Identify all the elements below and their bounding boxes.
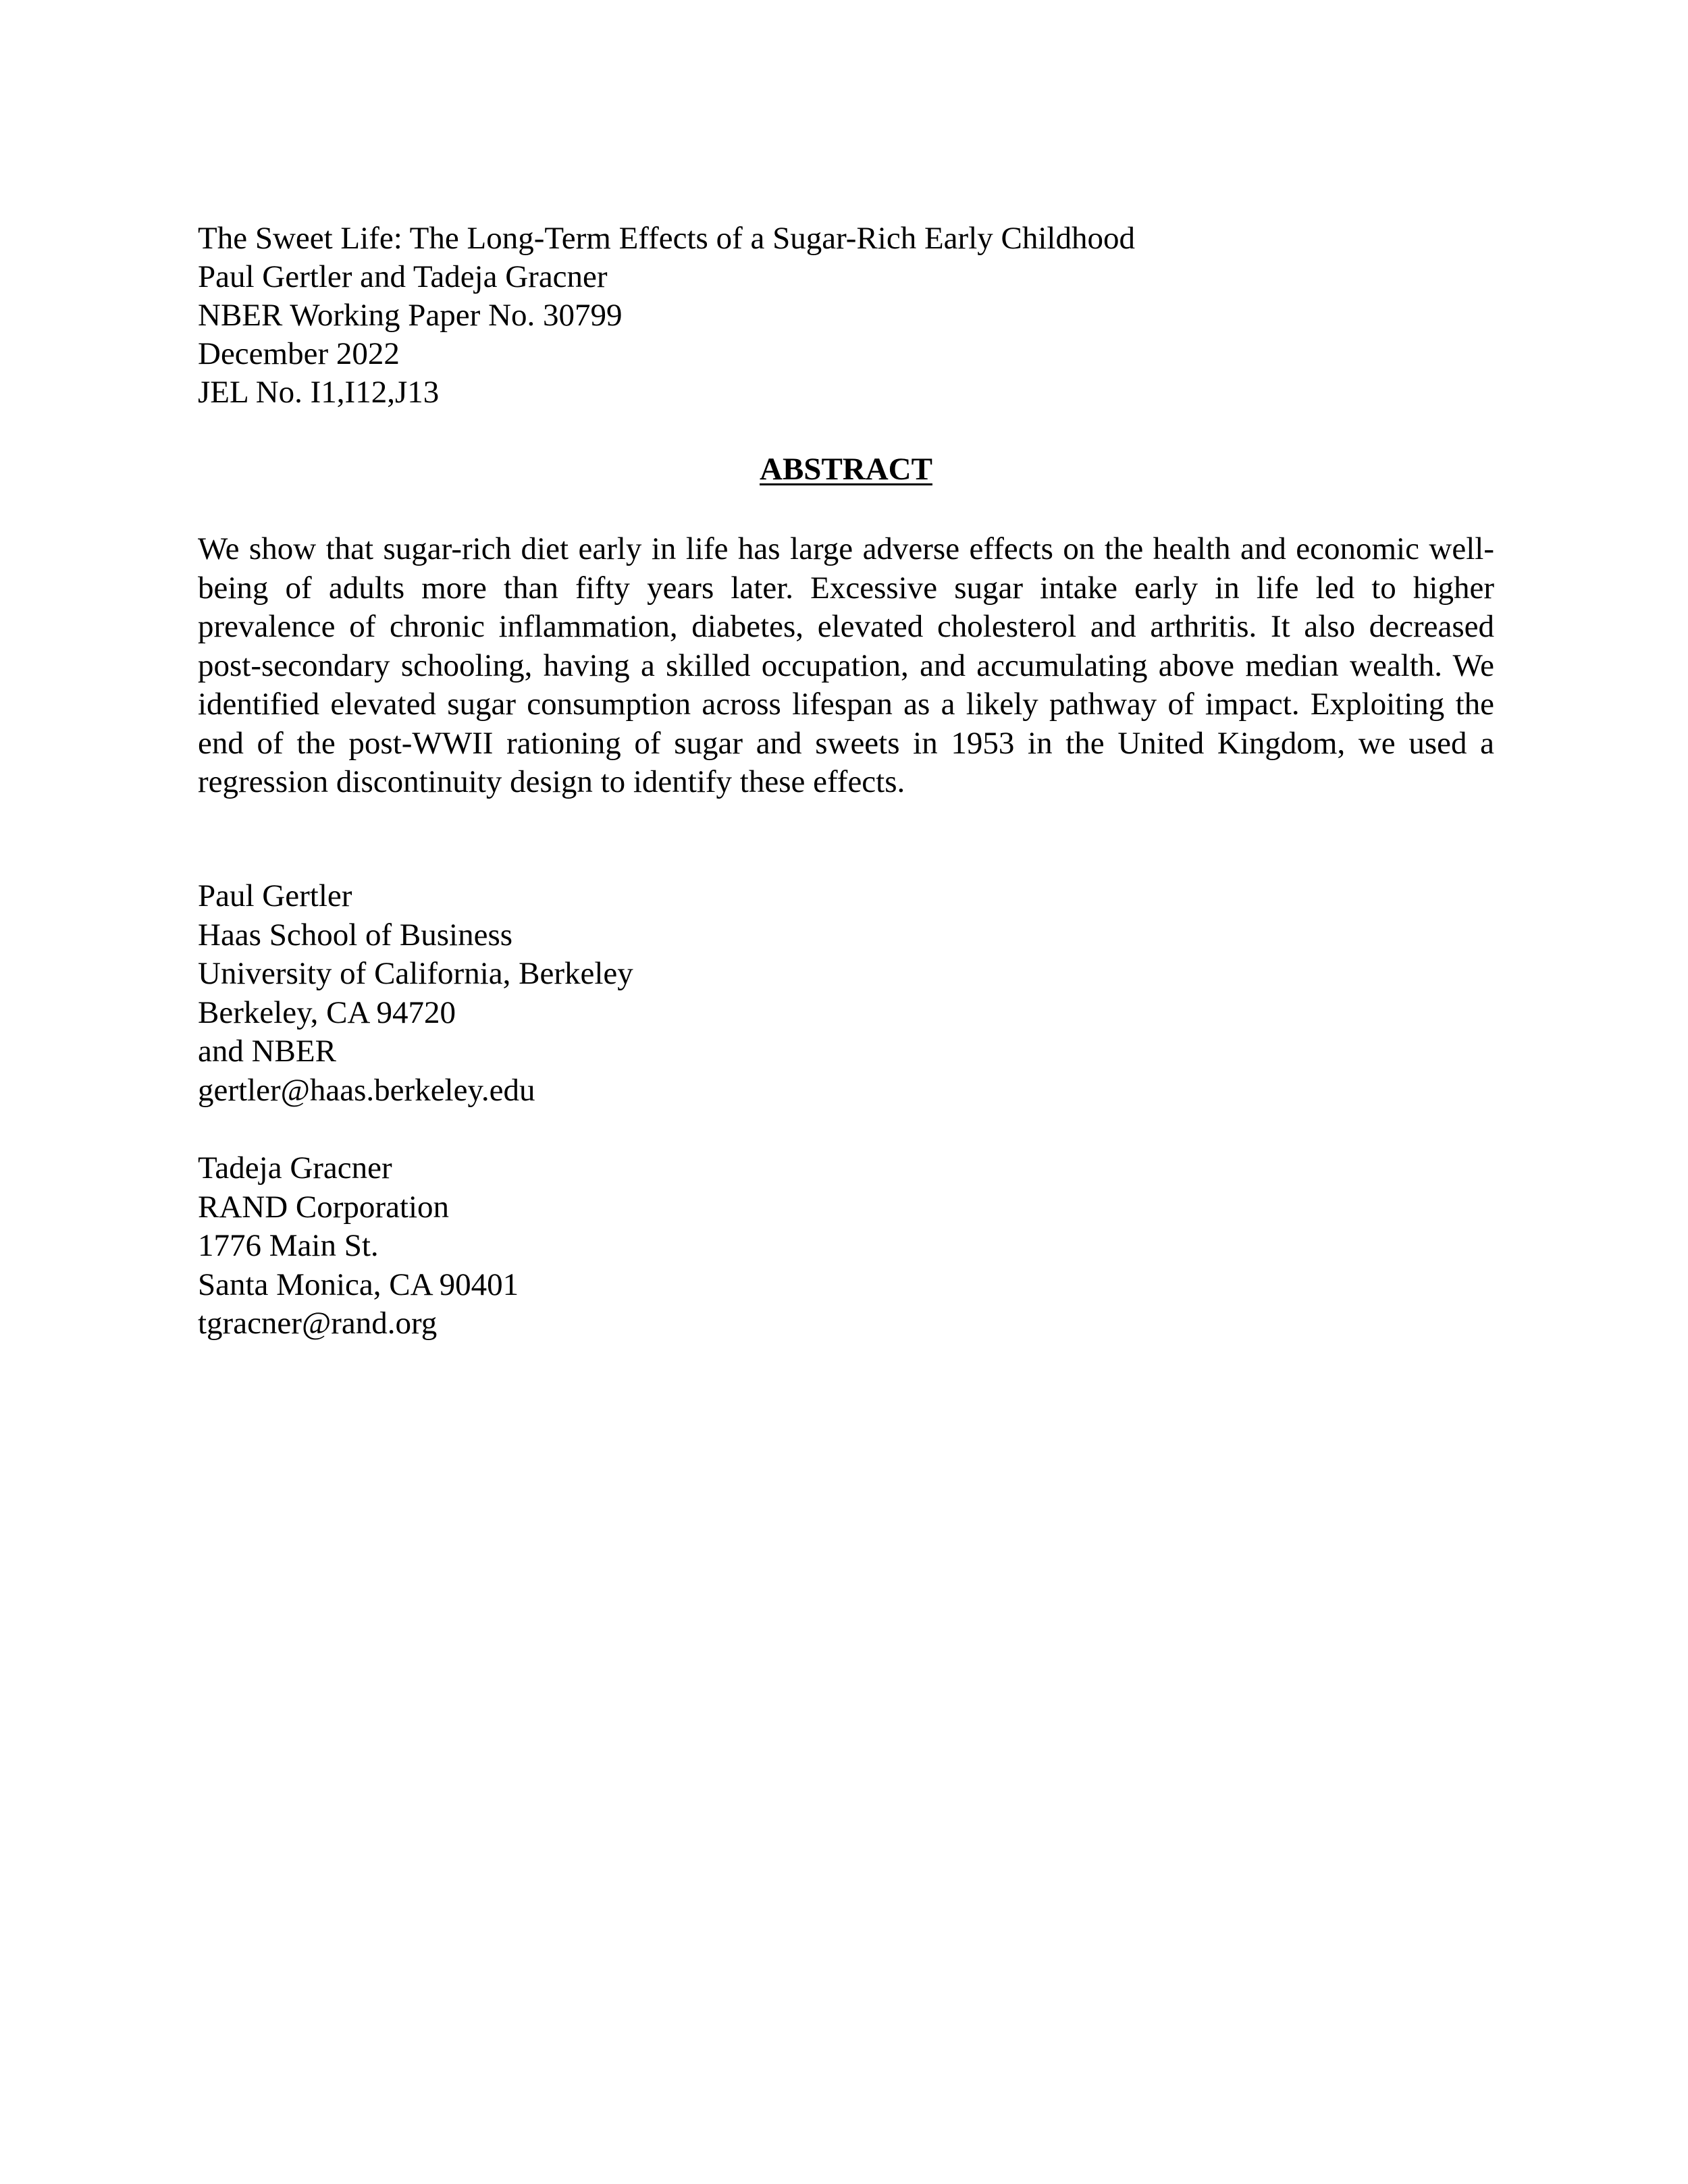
author-name: Paul Gertler xyxy=(198,878,352,913)
paper-date: December 2022 xyxy=(198,336,400,371)
author-email: tgracner@rand.org xyxy=(198,1306,438,1341)
abstract-text: We show that sugar-rich diet early in life has large adverse effects on the health and economic well-being of adults more than fifty years later. Excessive sugar intake early in life led to higher prevalence of chronic inflammation, diabetes, elevated cholesterol and arthritis. It also decreased post-secondary schooling, having a skilled occupation, and accumulating above median wealth. We identified elevated sugar consumption across lifespan as a likely pathway of impact. Exploiting the end of the post-WWII rationing of sugar and sweets in 1953 in the United Kingdom, we used a regression discontinuity design to identify these effects. xyxy=(198,531,1494,799)
author-contact-gertler xyxy=(198,877,1211,1110)
author-name: Tadeja Gracner xyxy=(198,1150,392,1186)
author-affiliation-line: 1776 Main St. xyxy=(198,1228,379,1263)
abstract-heading: ABSTRACT xyxy=(760,452,932,487)
author-affiliation-line: Santa Monica, CA 90401 xyxy=(198,1267,519,1302)
paper-header xyxy=(198,219,1514,412)
author-contact-gracner xyxy=(198,1149,1211,1343)
paper-authors-line: Paul Gertler and Tadeja Gracner xyxy=(198,259,608,294)
author-affiliation-line: Berkeley, CA 94720 xyxy=(198,994,456,1030)
author-affiliation-line: Haas School of Business xyxy=(198,917,513,953)
author-affiliation-line: University of California, Berkeley xyxy=(198,956,633,991)
working-paper-series: NBER Working Paper No. 30799 xyxy=(198,298,623,333)
author-affiliation-line: RAND Corporation xyxy=(198,1189,450,1225)
paper-title: The Sweet Life: The Long-Term Effects of a Sugar-Rich Early Childhood xyxy=(198,221,1135,256)
jel-codes: JEL No. I1,I12,J13 xyxy=(198,375,440,410)
author-affiliation-line: and NBER xyxy=(198,1034,336,1069)
author-email: gertler@haas.berkeley.edu xyxy=(198,1072,535,1108)
